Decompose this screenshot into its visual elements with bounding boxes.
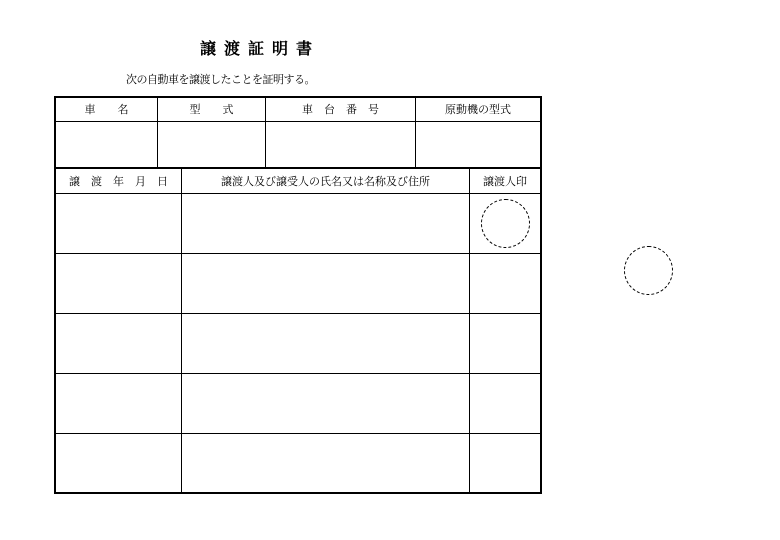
header-parties: 譲渡人及び譲受人の氏名又は名称及び住所	[221, 175, 430, 188]
parties-cell[interactable]	[182, 434, 469, 492]
seal-cell[interactable]	[470, 434, 540, 492]
seal-cell[interactable]	[470, 314, 540, 373]
transfer-date-cell[interactable]	[56, 374, 181, 433]
seal-cell[interactable]	[470, 374, 540, 433]
transfer-date-cell[interactable]	[56, 314, 181, 373]
transfer-date-cell[interactable]	[56, 434, 181, 492]
vehicle-name-cell[interactable]	[56, 122, 157, 167]
seal-placeholder-circle	[624, 246, 673, 295]
document-subtitle: 次の自動車を譲渡したことを証明する。	[126, 73, 315, 86]
header-engine-model: 原動機の型式	[445, 103, 511, 116]
seal-cell[interactable]	[470, 254, 540, 313]
model-cell[interactable]	[158, 122, 265, 167]
seal-placeholder-circle	[481, 199, 530, 248]
header-transfer-date: 譲 渡 年 月 日	[69, 175, 168, 188]
header-model: 型 式	[189, 103, 234, 116]
section-divider	[56, 167, 540, 169]
parties-cell[interactable]	[182, 194, 469, 253]
engine-model-cell[interactable]	[416, 122, 540, 167]
parties-cell[interactable]	[182, 314, 469, 373]
header-transferor-seal: 譲渡人印	[483, 175, 527, 188]
parties-cell[interactable]	[182, 374, 469, 433]
certificate-table	[54, 96, 542, 494]
transfer-date-cell[interactable]	[56, 254, 181, 313]
header-vehicle-name: 車 名	[84, 103, 129, 116]
parties-cell[interactable]	[182, 254, 469, 313]
header-chassis-number: 車 台 番 号	[302, 103, 379, 116]
transfer-date-cell[interactable]	[56, 194, 181, 253]
chassis-number-cell[interactable]	[266, 122, 415, 167]
document-title: 譲渡証明書	[199, 39, 320, 58]
